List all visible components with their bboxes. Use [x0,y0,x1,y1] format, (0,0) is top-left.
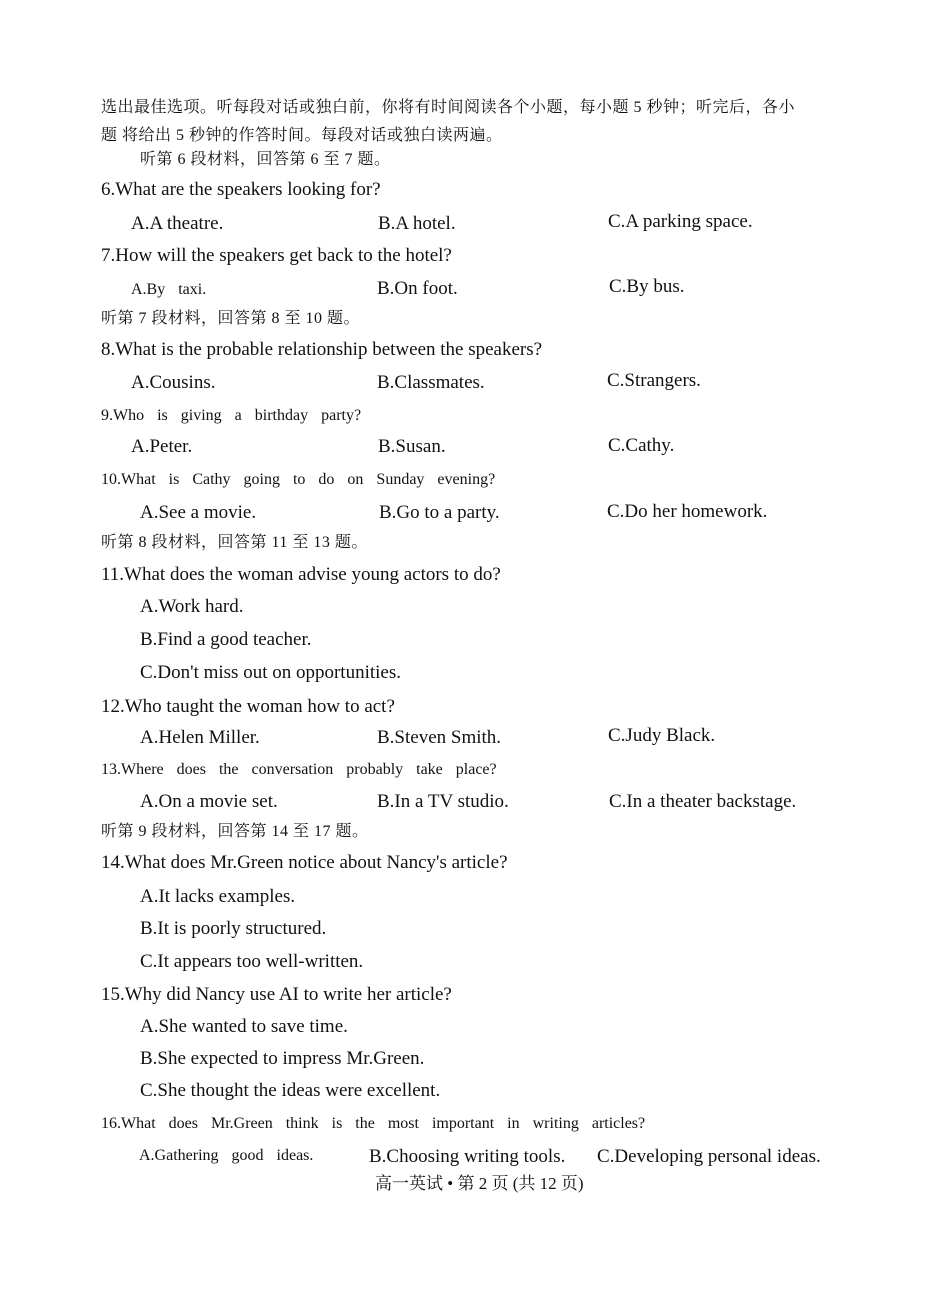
question-stem: 14.What does Mr.Green notice about Nancy's article? [101,852,508,873]
question-stem: 7.How will the speakers get back to the hotel? [101,245,452,266]
page-footer: 高一英试 • 第 2 页 (共 12 页) [375,1174,584,1193]
option-b: B.She expected to impress Mr.Green. [140,1048,425,1069]
option-c: C.A parking space. [608,211,753,232]
option-a: A.See a movie. [140,502,257,523]
section-heading-7: 听第 7 段材料，回答第 8 至 10 题。 [101,310,361,327]
question-stem: 11.What does the woman advise young actors to do? [101,564,501,585]
option-a: A.Peter. [131,436,193,457]
question-stem: 6.What are the speakers looking for? [101,179,381,200]
option-b: B.In a TV studio. [377,791,509,812]
question-stem: 15.Why did Nancy use AI to write her article? [101,984,452,1005]
question-stem: 8.What is the probable relationship between the speakers? [101,339,543,360]
option-c: C.Do her homework. [607,501,768,522]
question-stem: 10.What is Cathy going to do on Sunday evening? [101,471,496,488]
instruction-line-1: 选出最佳选项。听每段对话或独白前，你将有时间阅读各个小题，每小题 5 秒钟；听完后，各小 [101,99,796,116]
option-c: C.Cathy. [608,435,675,456]
option-c: C.She thought the ideas were excellent. [140,1080,441,1101]
instruction-line-2: 题 将给出 5 秒钟的作答时间。每段对话或独白读两遍。 [101,127,503,144]
option-c: C.By bus. [609,276,685,297]
option-b: B.A hotel. [378,213,456,234]
option-a: A.Gathering good ideas. [139,1147,314,1164]
section-heading-8: 听第 8 段材料，回答第 11 至 13 题。 [101,534,368,551]
option-c: C.Judy Black. [608,725,716,746]
question-stem: 12.Who taught the woman how to act? [101,696,395,717]
question-stem: 16.What does Mr.Green think is the most important in writing articles? [101,1115,646,1132]
section-heading-9: 听第 9 段材料，回答第 14 至 17 题。 [101,823,369,840]
option-a: A.On a movie set. [140,791,278,812]
option-c: C.Strangers. [607,370,701,391]
option-a: A.A theatre. [131,213,224,234]
question-stem: 13.Where does the conversation probably take place? [101,761,497,778]
option-c: C.In a theater backstage. [609,791,797,812]
option-c: C.Don't miss out on opportunities. [140,662,401,683]
option-b: B.Find a good teacher. [140,629,312,650]
option-a: A.Work hard. [140,596,244,617]
option-a: A.Cousins. [131,372,216,393]
option-a: A.Helen Miller. [140,727,260,748]
option-b: B.Steven Smith. [377,727,502,748]
option-c: C.Developing personal ideas. [597,1146,821,1167]
option-b: B.Go to a party. [379,502,500,523]
option-a: A.It lacks examples. [140,886,296,907]
option-b: B.It is poorly structured. [140,918,327,939]
option-b: B.Choosing writing tools. [369,1146,566,1167]
option-c: C.It appears too well-written. [140,951,364,972]
option-b: B.Susan. [378,436,446,457]
option-a: A.She wanted to save time. [140,1016,348,1037]
section-heading-6: 听第 6 段材料，回答第 6 至 7 题。 [140,151,391,168]
option-b: B.Classmates. [377,372,485,393]
question-stem: 9.Who is giving a birthday party? [101,407,362,424]
option-a: A.By taxi. [131,281,207,298]
option-b: B.On foot. [377,278,458,299]
